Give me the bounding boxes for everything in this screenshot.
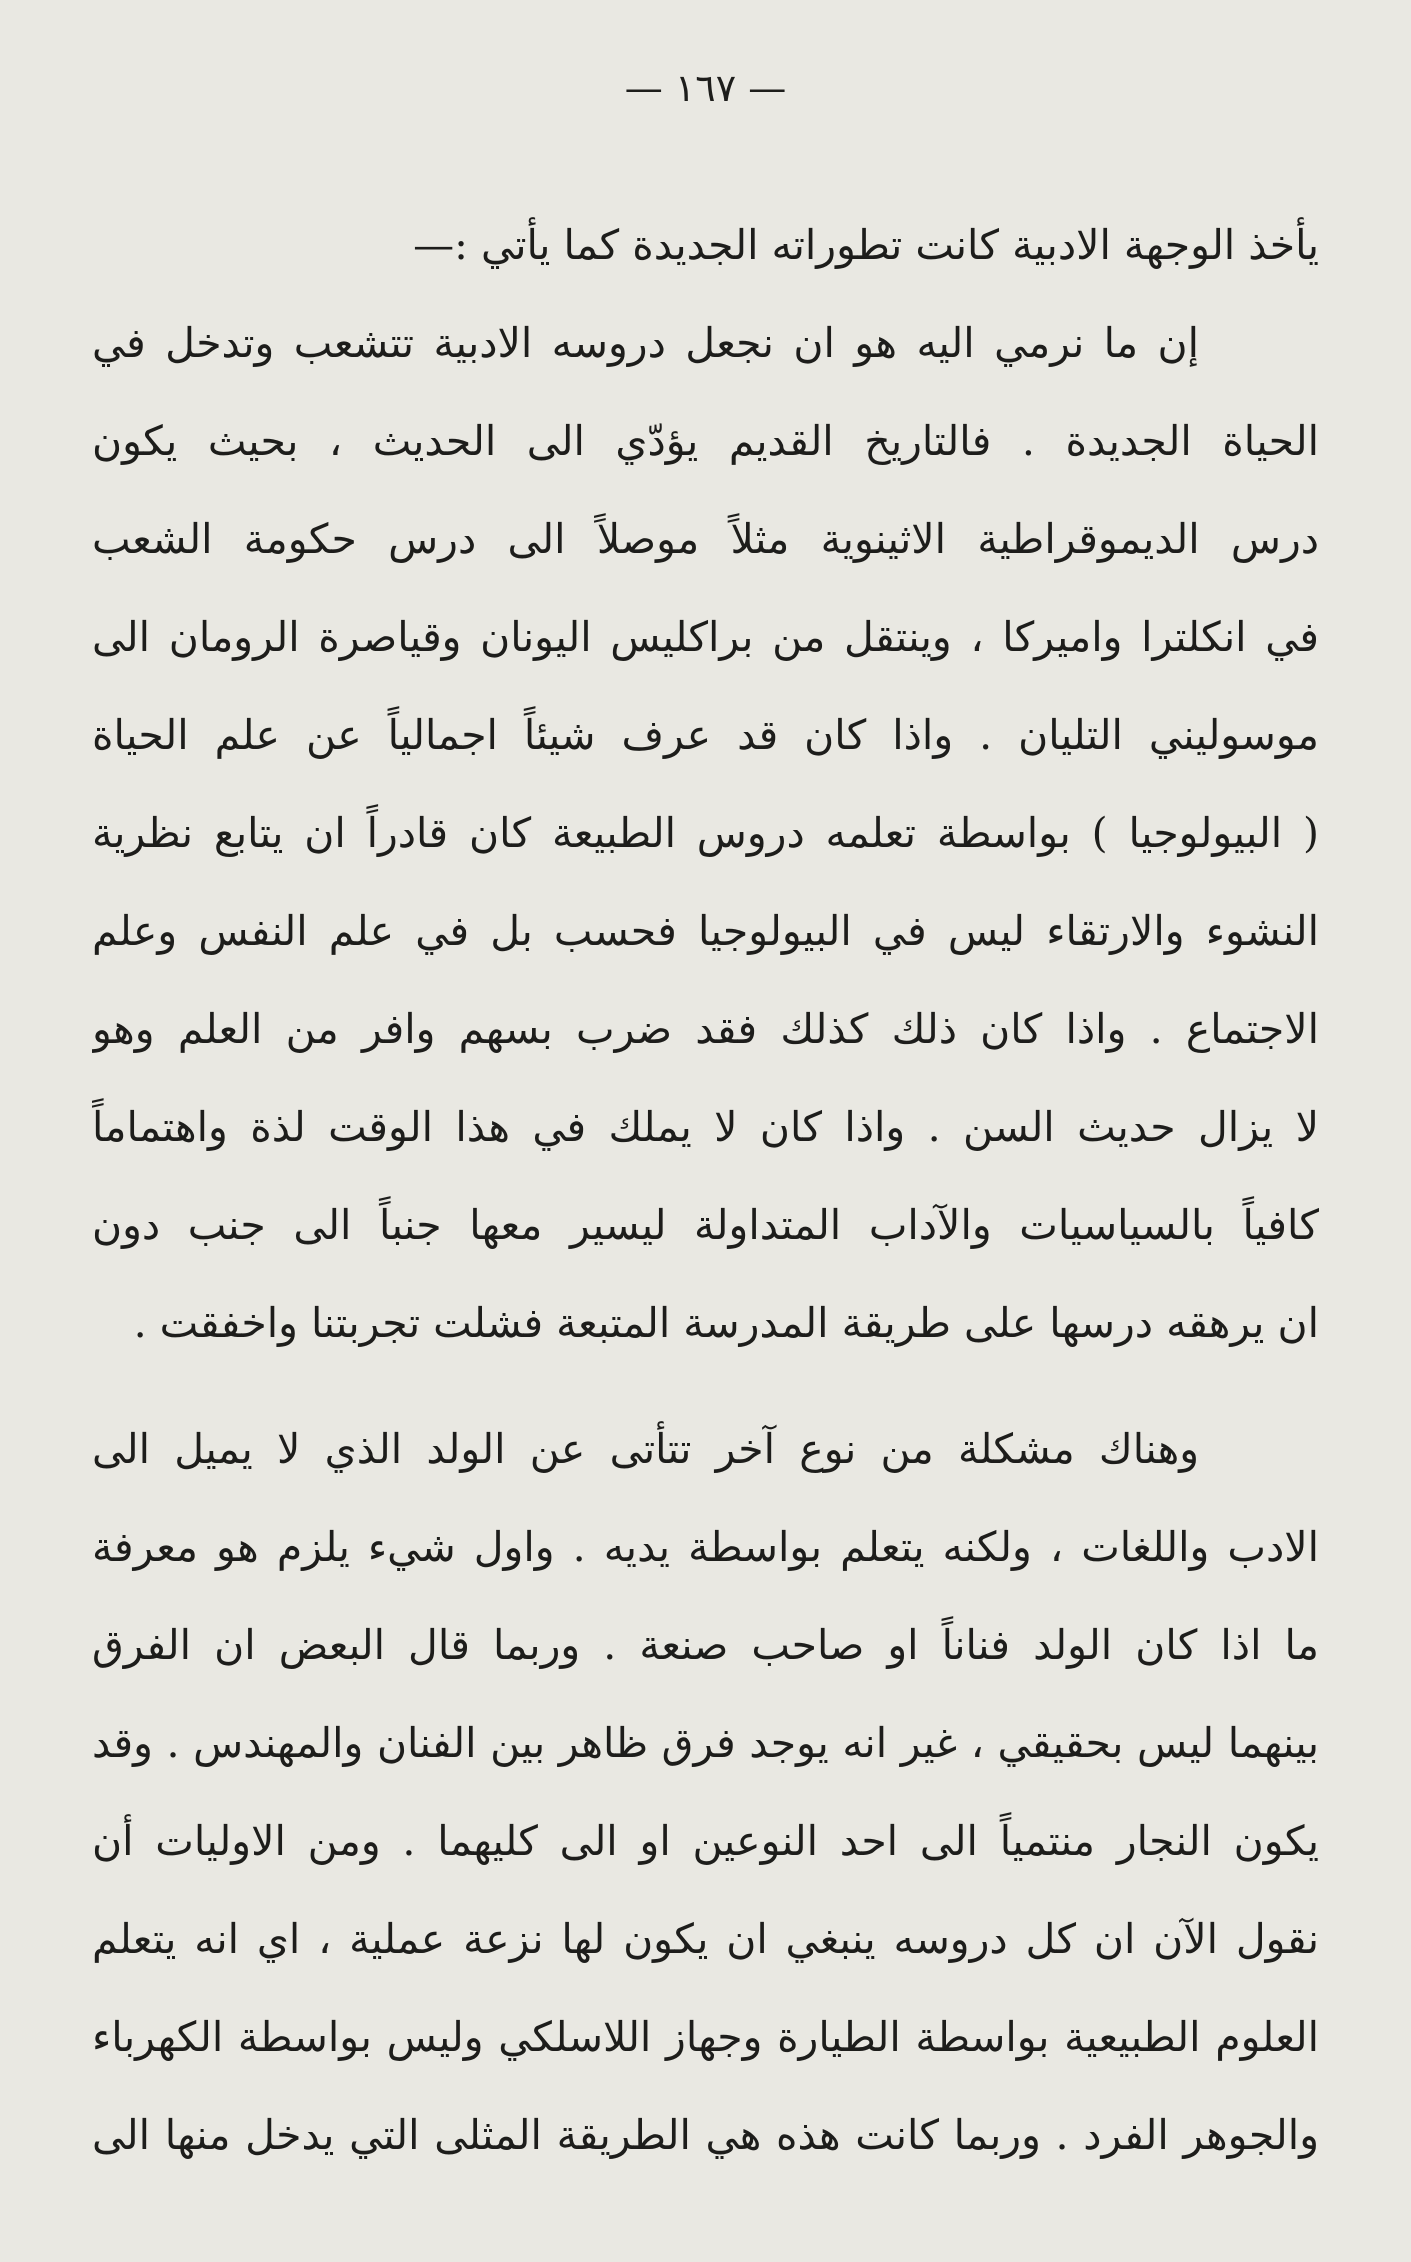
text-line: الحياة الجديدة . فالتاريخ القديم يؤدّي الى الحديث ، بحيث يكون — [92, 417, 1319, 465]
text-line: يأخذ الوجهة الادبية كانت تطوراته الجديدة كما يأتي :— — [413, 221, 1319, 269]
text-line: وهناك مشكلة من نوع آخر تتأتى عن الولد الذي لا يميل الى — [92, 1425, 1199, 1473]
text-line: كافياً بالسياسيات والآداب المتداولة ليسير معها جنباً الى جنب دون — [92, 1201, 1319, 1249]
text-line: في انكلترا واميركا ، وينتقل من براكليس اليونان وقياصرة الرومان الى — [92, 613, 1319, 661]
text-line: الاجتماع . واذا كان ذلك كذلك فقد ضرب بسهم وافر من العلم وهو — [92, 1005, 1319, 1053]
text-line: إن ما نرمي اليه هو ان نجعل دروسه الادبية تتشعب وتدخل في — [92, 319, 1199, 367]
page-number: — ١٦٧ — — [624, 66, 787, 110]
text-line: ما اذا كان الولد فناناً او صاحب صنعة . وربما قال البعض ان الفرق — [92, 1621, 1319, 1669]
text-line: يكون النجار منتمياً الى احد النوعين او الى كليهما . ومن الاوليات أن — [92, 1817, 1319, 1865]
text-line: الادب واللغات ، ولكنه يتعلم بواسطة يديه . واول شيء يلزم هو معرفة — [92, 1523, 1319, 1571]
text-line: درس الديموقراطية الاثينوية مثلاً موصلاً الى درس حكومة الشعب — [92, 515, 1319, 563]
text-line: موسوليني التليان . واذا كان قد عرف شيئاً اجمالياً عن علم الحياة — [92, 711, 1319, 759]
paragraph-gap — [92, 1372, 1319, 1400]
paragraph-literary-studies — [92, 294, 1319, 1372]
text-line: ( البيولوجيا ) بواسطة تعلمه دروس الطبيعة كان قادراً ان يتابع نظرية — [92, 809, 1319, 857]
text-line: والجوهر الفرد . وربما كانت هذه هي الطريقة المثلى التي يدخل منها الى — [92, 2111, 1319, 2159]
text-line: النشوء والارتقاء ليس في البيولوجيا فحسب بل في علم النفس وعلم — [92, 907, 1319, 955]
text-line: نقول الآن ان كل دروسه ينبغي ان يكون لها نزعة عملية ، اي انه يتعلم — [92, 1915, 1319, 1963]
text-line: لا يزال حديث السن . واذا كان لا يملك في هذا الوقت لذة واهتماماً — [92, 1103, 1319, 1151]
text-line: العلوم الطبيعية بواسطة الطيارة وجهاز اللاسلكي وليس بواسطة الكهرباء — [92, 2013, 1319, 2061]
text-line: بينهما ليس بحقيقي ، غير انه يوجد فرق ظاهر بين الفنان والمهندس . وقد — [92, 1719, 1319, 1767]
paragraph-practical-studies — [92, 1400, 1319, 2184]
text-line: ان يرهقه درسها على طريقة المدرسة المتبعة فشلت تجربتنا واخفقت . — [133, 1299, 1319, 1347]
paragraph-intro — [92, 196, 1319, 294]
